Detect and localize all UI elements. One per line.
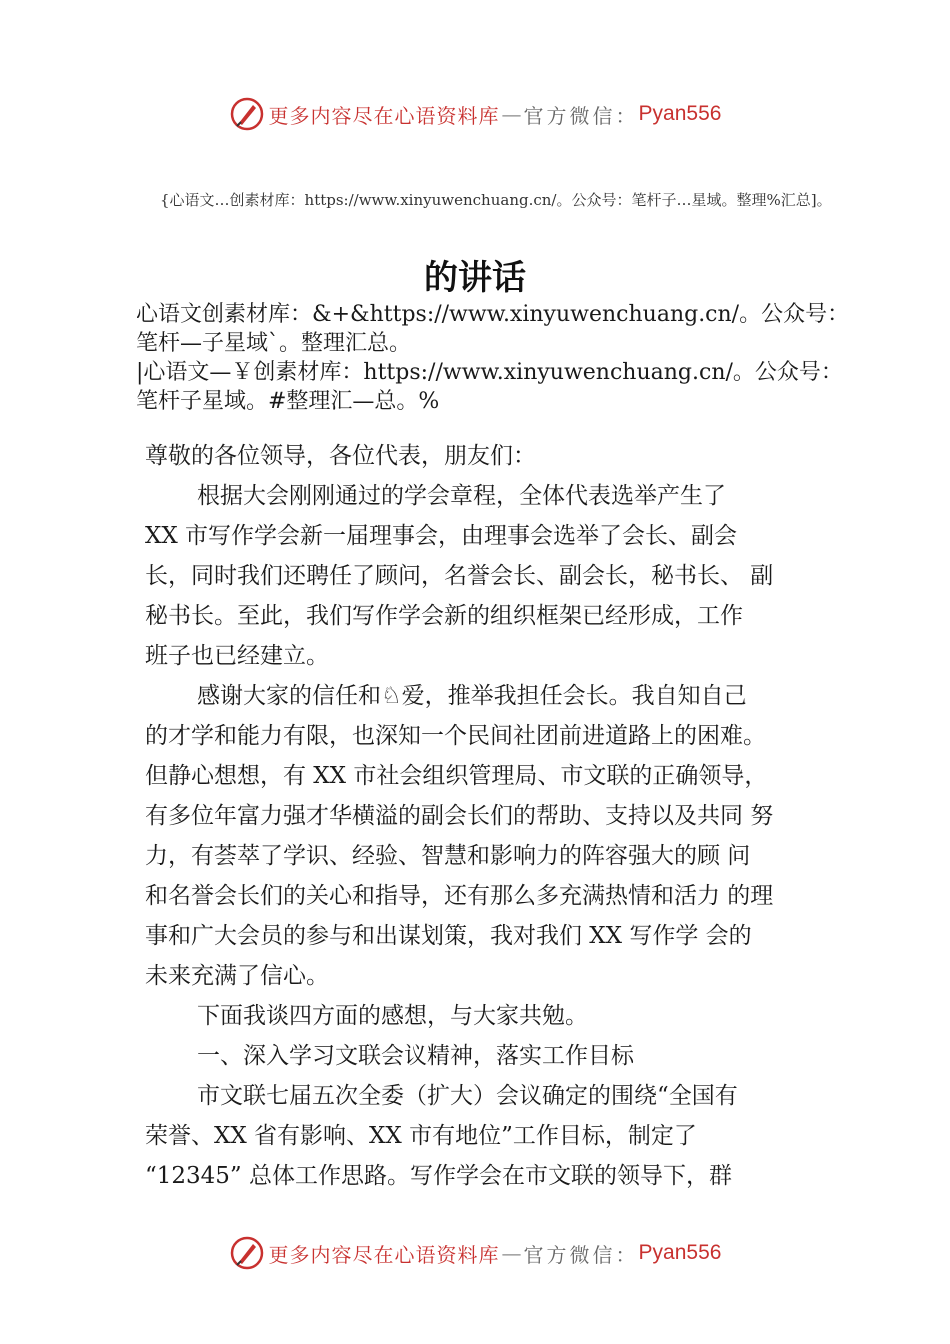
banner-main-text: 更多内容尽在心语资料库 <box>268 1242 500 1267</box>
paragraph-line: 根据大会刚刚通过的学会章程，全体代表选举产生了 <box>197 483 726 509</box>
paragraph-line: 感谢大家的信任和♘爱，推举我担任会长。我自知自己 <box>197 683 747 709</box>
paragraph-line: 长，同时我们还聘任了顾问，名誉会长、副会长，秘书长、 副 <box>145 563 774 589</box>
paragraph-line: 的才学和能力有限，也深知一个民间社团前进道路上的困难。 <box>145 723 766 749</box>
paragraph-line: 但静心想想，有 XX 市社会组织管理局、市文联的正确领导， <box>145 763 768 789</box>
paragraph-line: 力，有荟萃了学识、经验、智慧和影响力的阵容强大的顾 问 <box>145 843 751 869</box>
paragraph-line: 下面我谈四方面的感想，与大家共勉。 <box>197 1003 588 1029</box>
paragraph-line: 荣誉、XX 省有影响、XX 市有地位”工作目标，制定了 <box>145 1123 697 1149</box>
footer-banner <box>0 1231 950 1275</box>
quill-logo-icon <box>229 96 265 132</box>
banner-main-text: 更多内容尽在心语资料库 <box>268 103 500 128</box>
banner-wechat-id: Pyan556 <box>638 102 722 125</box>
banner-separator: — <box>501 1241 522 1265</box>
paragraph-line: 和名誉会长们的关心和指导，还有那么多充满热情和活力 的理 <box>145 883 774 909</box>
page-title: 的讲话 <box>424 258 526 298</box>
speech-body <box>145 436 845 1196</box>
paragraph-line: 市文联七届五次全委（扩大）会议确定的围绕“全国有 <box>197 1083 738 1109</box>
section-heading: 一、深入学习文联会议精神，落实工作目标 <box>197 1043 634 1069</box>
paragraph-line: XX 市写作学会新一届理事会，由理事会选举了会长、副会 <box>145 523 738 549</box>
paragraph-line: 班子也已经建立。 <box>145 643 329 669</box>
banner-wechat-label: 官方微信： <box>523 1242 639 1267</box>
paragraph-line: 有多位年富力强才华横溢的副会长们的帮助、支持以及共同 努 <box>145 803 774 829</box>
banner-separator: — <box>501 102 522 126</box>
source-note: {心语文…创素材库：https://www.xinyuwenchuang.cn/。公众号：笔杆子…星域。整理%汇总]。 <box>160 191 832 209</box>
banner-wechat-label: 官方微信： <box>523 103 639 128</box>
paragraph-line: “12345” 总体工作思路。写作学会在市文联的领导下，群 <box>145 1163 732 1189</box>
source-line: |心语文—￥创素材库：https://www.xinyuwenchuang.cn/。公众号：笔杆子星域。#整理汇—总。% <box>136 360 843 414</box>
paragraph-line: 未来充满了信心。 <box>145 963 329 989</box>
banner-wechat-id: Pyan556 <box>638 1241 722 1264</box>
greeting: 尊敬的各位领导，各位代表，朋友们： <box>145 443 536 469</box>
source-block <box>136 300 856 416</box>
quill-logo-icon <box>229 1235 265 1271</box>
paragraph-line: 秘书长。至此，我们写作学会新的组织框架已经形成，工作 <box>145 603 743 629</box>
source-line: 心语文创素材库：&+&https://www.xinyuwenchuang.cn/。公众号：笔杆—子星域`。整理汇总。 <box>136 302 850 356</box>
paragraph-line: 事和广大会员的参与和出谋划策，我对我们 XX 写作学 会的 <box>145 923 752 949</box>
header-banner <box>0 92 950 136</box>
